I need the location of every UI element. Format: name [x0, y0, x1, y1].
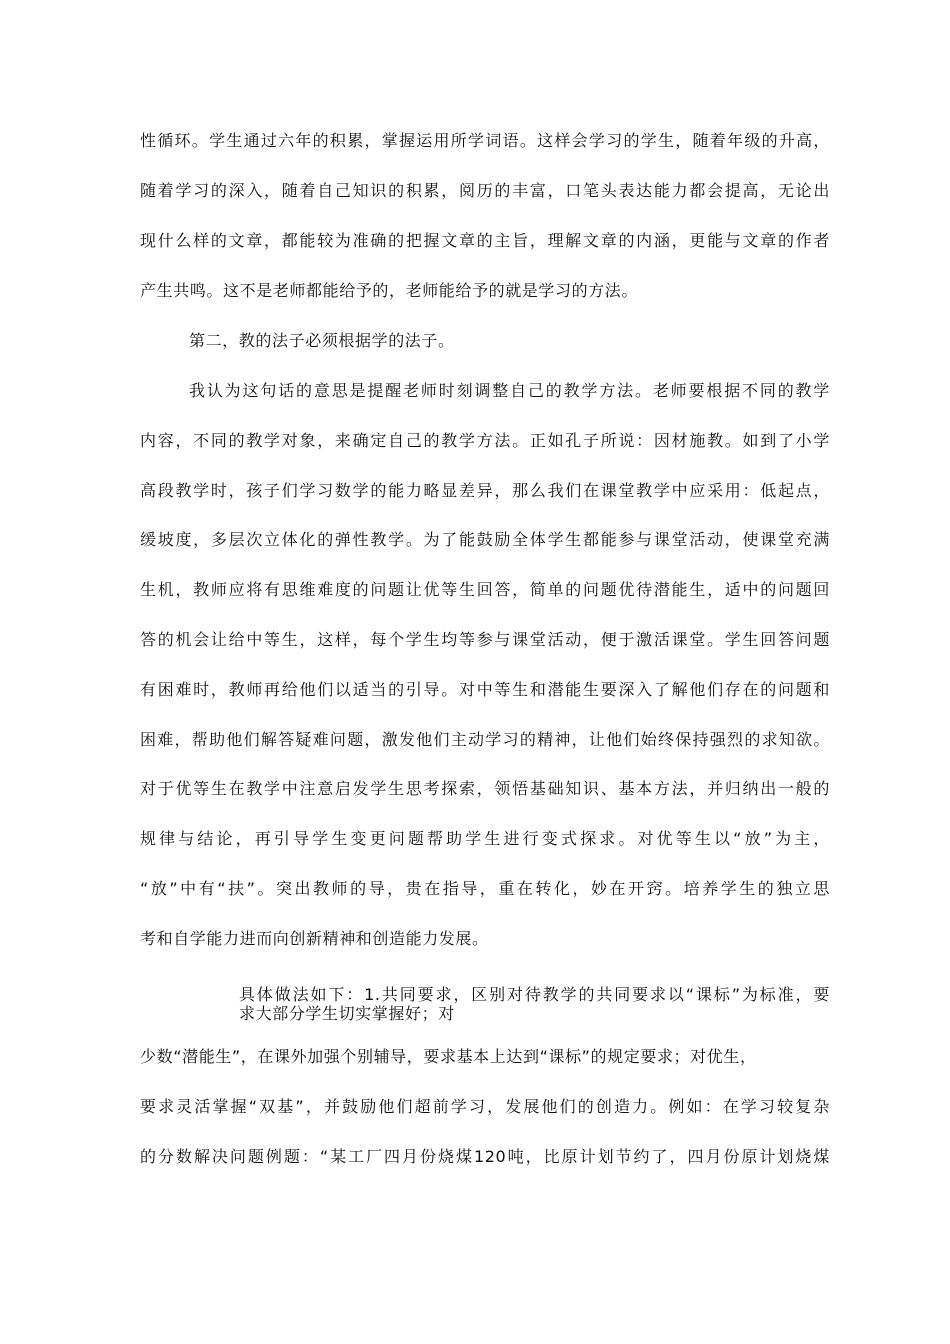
paragraph-2-line-5: 生机，教师应将有思维难度的问题让优等生回答，简单的问题优待潜能生，适中的问题回: [140, 580, 830, 599]
paragraph-2-line-11: “放”中有“扶”。突出教师的导，贵在指导，重在转化，妙在开窍。培养学生的独立思: [140, 879, 830, 898]
paragraph-2-line-10: 规律与结论，再引导学生变更问题帮助学生进行变式探求。对优等生以“放”为主，: [140, 829, 830, 848]
paragraph-3-line-3: 少数“潜能生”，在课外加强个别辅导，要求基本上达到“课标”的规定要求；对优生，: [140, 1047, 757, 1066]
paragraph-2-line-1: 我认为这句话的意思是提醒老师时刻调整自己的教学方法。老师要根据不同的教学: [189, 381, 830, 400]
paragraph-2-line-6: 答的机会让给中等生，这样，每个学生均等参与课堂活动，便于激活课堂。学生回答问题: [140, 630, 830, 649]
paragraph-2-line-12: 考和自学能力进而向创新精神和创造能力发展。: [140, 929, 489, 948]
paragraph-1-line-1: 性循环。学生通过六年的积累，掌握运用所学词语。这样会学习的学生，随着年级的升高，: [140, 131, 830, 150]
paragraph-3-line-5: 的分数解决问题例题：“某工厂四月份烧煤120吨，比原计划节约了，四月份原计划烧煤: [140, 1147, 830, 1166]
paragraph-2-line-7: 有困难时，教师再给他们以适当的引导。对中等生和潜能生要深入了解他们存在的问题和: [140, 680, 830, 699]
paragraph-3-line-2: 求大部分学生切实掌握好；对: [239, 1004, 455, 1023]
section-heading: 第二，教的法子必须根据学的法子。: [189, 331, 455, 350]
paragraph-2-line-3: 高段教学时，孩子们学习数学的能力略显差异，那么我们在课堂教学中应采用：低起点，: [140, 481, 830, 500]
paragraph-2-line-2: 内容，不同的教学对象，来确定自己的教学方法。正如孔子所说：因材施教。如到了小学: [140, 431, 830, 450]
paragraph-1-line-3: 现什么样的文章，都能较为准确的把握文章的主旨，理解文章的内涵，更能与文章的作者: [140, 231, 830, 250]
paragraph-3-line-4: 要求灵活掌握“双基”，并鼓励他们超前学习，发展他们的创造力。例如：在学习较复杂: [140, 1097, 830, 1116]
paragraph-1-line-4: 产生共鸣。这不是老师都能给予的，老师能给予的就是学习的方法。: [140, 281, 639, 300]
paragraph-2-line-4: 缓坡度，多层次立体化的弹性教学。为了能鼓励全体学生都能参与课堂活动，使课堂充满: [140, 530, 830, 549]
paragraph-1-line-2: 随着学习的深入，随着自己知识的积累，阅历的丰富，口笔头表达能力都会提高，无论出: [140, 181, 830, 200]
paragraph-2-line-9: 对于优等生在教学中注意启发学生思考探索，领悟基础知识、基本方法，并归纳出一般的: [140, 779, 830, 798]
paragraph-2-line-8: 困难，帮助他们解答疑难问题，激发他们主动学习的精神，让他们始终保持强烈的求知欲。: [140, 730, 830, 749]
paragraph-3-line-1: 具体做法如下：1.共同要求，区别对待教学的共同要求以“课标”为标准，要: [239, 985, 830, 1004]
